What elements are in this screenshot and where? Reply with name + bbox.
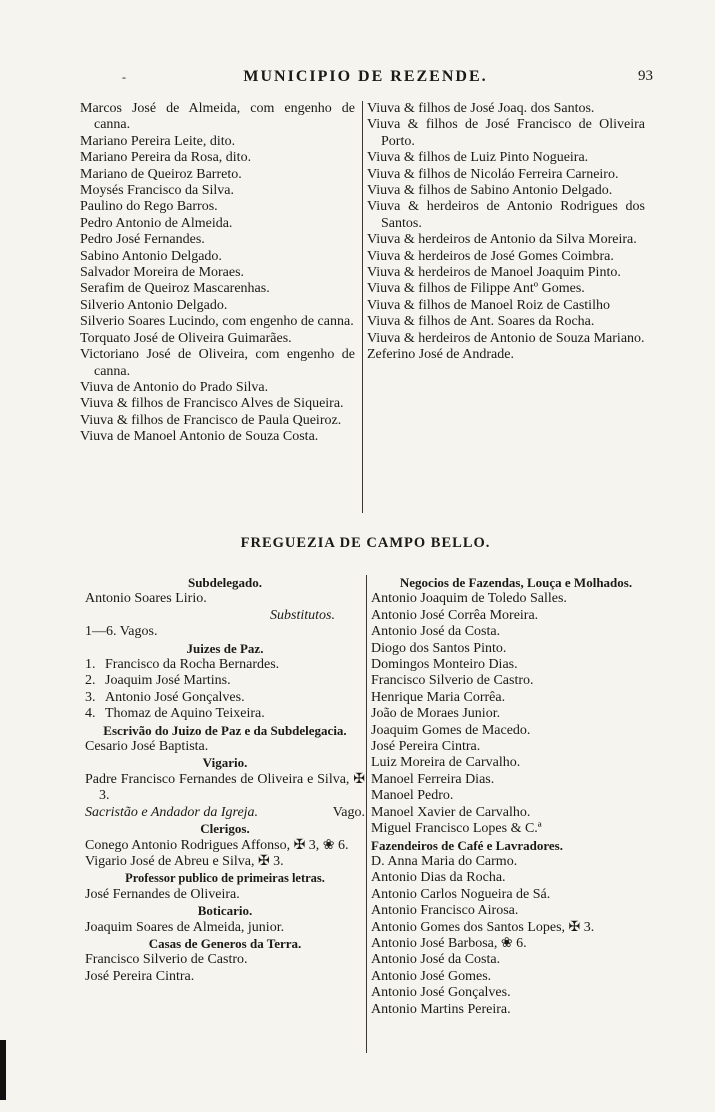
list-item: Antonio Carlos Nogueira de Sá. [371,886,551,902]
heading-escrivao: Escrivão do Juizo de Paz e da Subdelegacia. [103,722,347,738]
list-item: Antonio Dias da Rocha. [371,870,506,886]
list-item: Viuva & herdeiros de Antonio da Silva Moreira. [367,232,637,248]
list-item: Henrique Maria Corrêa. [371,689,506,705]
list-item: Manoel Pedro. [371,788,454,804]
section-title: FREGUEZIA DE CAMPO BELLO. [240,535,491,551]
entry-professor: José Fernandes de Oliveira. [85,886,240,902]
heading-vigario: Vigario. [202,755,248,771]
list-item: Viuva & filhos de Francisco Alves de Siqueira. [80,396,344,412]
right-section-column [366,575,661,1053]
list-item: Viuva & filhos de Manoel Roiz de Castilho [367,297,610,313]
list-item: João de Moraes Junior. [371,706,501,722]
heading-juizes: Juizes de Paz. [186,640,264,656]
heading-subdelegado: Subdelegado. [187,575,263,590]
list-item: Luiz Moreira de Carvalho. [371,755,521,771]
list-item: Serafim de Queiroz Mascarenhas. [80,281,270,297]
juiz-number: 4. [85,706,96,722]
list-item: Viuva & filhos de Ant. Soares da Rocha. [367,314,595,330]
entry-casa: José Pereira Cintra. [85,968,195,984]
list-item: Francisco Silverio de Castro. [371,673,534,689]
juiz-number: 1. [85,657,96,673]
juiz-name: Joaquim José Martins. [105,673,231,689]
entry-subdelegado: Antonio Soares Lirio. [85,591,207,607]
heading-fazendeiros: Fazendeiros de Café e Lavradores. [371,837,563,853]
list-item: Victoriano José de Oliveira, com engenho de canna. [80,347,355,379]
list-item: Pedro José Fernandes. [80,232,205,248]
running-head [78,68,653,92]
list-item: Antonio José Barbosa, ❀ 6. [371,935,527,951]
list-item: Viuva de Manoel Antonio de Souza Costa. [80,429,319,445]
list-item: Viuva & filhos de Francisco de Paula Queiroz. [80,412,342,428]
fazendeiros-list [371,854,661,1018]
list-item: Miguel Francisco Lopes & C.ª [371,821,542,837]
list-item: Viuva & herdeiros de Antonio Rodrigues dos Santos. [367,199,645,231]
juiz-entry [85,657,365,673]
list-item: Paulino do Rego Barros. [80,199,218,215]
page-title: MUNICIPIO DE REZENDE. [243,68,488,85]
list-item: D. Anna Maria do Carmo. [371,853,518,869]
sacristao-label: Sacristão e Andador da Igreja. [85,804,259,820]
list-item: Marcos José de Almeida, com engenho de canna. [80,101,355,133]
juizes-list [85,657,365,723]
list-item: Mariano Pereira Leite, dito. [80,133,236,149]
list-item: Mariano Pereira da Rosa, dito. [80,150,252,166]
list-item: Sabino Antonio Delgado. [80,248,222,264]
list-item: Viuva de Antonio do Prado Silva. [80,379,269,395]
heading-substitutos: Substitutos. [270,607,335,623]
left-section-column [85,575,365,985]
juiz-name: Antonio José Gonçalves. [105,689,245,705]
heading-professor: Professor publico de primeiras letras. [125,871,325,886]
juiz-number: 3. [85,689,96,705]
entry-escrivao: Cesario José Baptista. [85,739,209,755]
negocios-list [371,591,661,837]
list-item: Antonio Joaquim de Toledo Salles. [371,591,567,607]
entry-boticario: Joaquim Soares de Almeida, junior. [85,919,285,935]
list-item: Viuva & filhos de José Francisco de Oliveira Porto. [367,117,645,149]
list-item: Moysés Francisco da Silva. [80,183,234,199]
list-item: Antonio Gomes dos Santos Lopes, ✠ 3. [371,919,595,935]
list-item: Silverio Soares Lucindo, com engenho de canna. [80,314,354,330]
list-item: Viuva & filhos de José Joaq. dos Santos. [367,101,595,116]
list-item: José Pereira Cintra. [371,739,481,755]
entry-vigario: Padre Francisco Fernandes de Oliveira e Silva, ✠ 3. [85,771,365,804]
list-item: Viuva & filhos de Luiz Pinto Nogueira. [367,150,589,166]
heading-clerigos: Clerigos. [200,821,250,837]
list-item: Viuva & herdeiros de Manoel Joaquim Pinto. [367,265,621,281]
list-item: Viuva & herdeiros de Antonio de Souza Mariano. [367,330,645,346]
list-item: Pedro Antonio de Almeida. [80,215,233,231]
juiz-name: Francisco da Rocha Bernardes. [105,657,280,673]
list-item: Antonio José da Costa. [371,624,501,640]
list-item: Zeferino José de Andrade. [367,347,514,363]
juiz-entry [85,706,365,722]
list-item: Torquato José de Oliveira Guimarães. [80,330,292,346]
list-item: Joaquim Gomes de Macedo. [371,722,531,738]
printer-mark: - [122,70,126,84]
top-right-column [362,101,645,513]
list-item: Antonio José Corrêa Moreira. [371,607,539,623]
sacristao-value: Vago. [332,804,365,820]
margin-mark [0,1040,6,1100]
entry-clerigo: Conego Antonio Rodrigues Affonso, ✠ 3, ❀ 6. [85,837,349,853]
list-item: Diogo dos Santos Pinto. [371,640,507,656]
list-item: Viuva & filhos de Sabino Antonio Delgado. [367,183,613,199]
juiz-entry [85,673,365,689]
list-item: Silverio Antonio Delgado. [80,297,228,313]
juiz-entry [85,690,365,706]
heading-boticario: Boticario. [197,903,253,919]
entry-sacristao [85,805,365,821]
list-item: Domingos Monteiro Dias. [371,657,518,673]
juiz-name: Thomaz de Aquino Teixeira. [105,706,265,722]
page-number: 93 [638,68,653,84]
heading-negocios: Negocios de Fazendas, Louça e Molhados. [399,575,633,590]
list-item: Viuva & filhos de Nicoláo Ferreira Carneiro. [367,166,619,182]
entry-clerigo: Vigario José de Abreu e Silva, ✠ 3. [85,853,284,869]
entry-casa: Francisco Silverio de Castro. [85,952,248,968]
list-item: Viuva & herdeiros de José Gomes Coimbra. [367,248,614,264]
entry-substitutos: 1—6. Vagos. [85,624,158,640]
list-item: Antonio José Gonçalves. [371,985,511,1001]
list-item: Salvador Moreira de Moraes. [80,265,245,281]
list-item: Antonio José da Costa. [371,952,501,968]
list-item: Mariano de Queiroz Barreto. [80,166,242,182]
juiz-number: 2. [85,673,96,689]
list-item: Antonio Francisco Airosa. [371,903,519,919]
list-item: Manoel Ferreira Dias. [371,771,495,787]
list-item: Manoel Xavier de Carvalho. [371,804,531,820]
list-item: Antonio Martins Pereira. [371,1001,511,1017]
heading-casas: Casas de Generos da Terra. [148,935,302,951]
list-item: Antonio José Gomes. [371,968,492,984]
top-left-column [80,101,355,446]
list-item: Viuva & filhos de Filippe Antº Gomes. [367,281,585,297]
